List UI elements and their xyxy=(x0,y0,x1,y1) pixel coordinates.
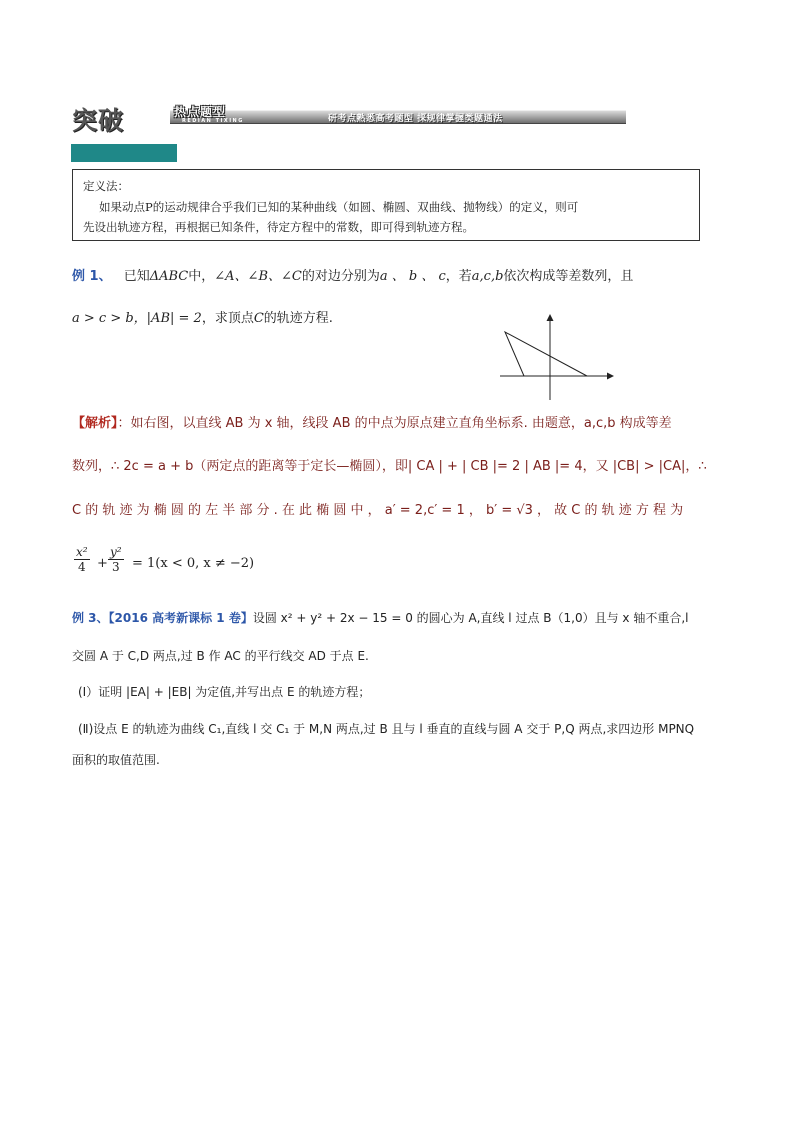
example3-part-1: (Ⅰ）证明 |EA| + |EB| 为定值,并写出点 E 的轨迹方程； xyxy=(78,685,371,699)
definition-line-1: 如果动点P的运动规律合乎我们已知的某种曲线（如圆、椭圆、双曲线、抛物线）的定义，则可 xyxy=(99,200,579,214)
fraction-y xyxy=(108,545,124,574)
math-c: C xyxy=(253,311,264,326)
example1-line-1 xyxy=(72,269,633,285)
banner-big-title: 突破 xyxy=(72,106,125,135)
text: 的轨迹方程. xyxy=(263,311,333,326)
solution-label: 【解析】 xyxy=(72,416,118,431)
fraction-x-numerator: x² xyxy=(76,545,88,559)
example3-label: 例 3、 xyxy=(72,611,109,625)
banner-title: 热点题型 xyxy=(174,105,227,119)
definition-title: 定义法： xyxy=(83,179,129,193)
solution-text-1: ：如右图，以直线 AB 为 x 轴，线段 AB 的中点为原点建立直角坐标系. 由题意，a,c,b 构成等差 xyxy=(117,416,672,431)
text: 依次构成等差数列，且 xyxy=(503,269,634,284)
definition-box xyxy=(72,169,700,241)
example3-line-2: 交圆 A 于 C,D 两点,过 B 作 AC 的平行线交 AD 于点 E. xyxy=(72,649,369,663)
text: 已知 xyxy=(123,269,150,284)
example3-part-3: 面积的取值范围. xyxy=(72,753,160,767)
text: 中， xyxy=(188,269,215,284)
text: ，求顶点 xyxy=(201,311,254,326)
text: 的对边分别为 xyxy=(301,269,380,284)
fraction-x xyxy=(74,545,90,574)
solution-text-2: 数列，∴ 2c = a + b（两定点的距离等于定长—椭圆），即| CA | + | CB |= 2 | AB |= 4，又 |CB| > |CA|，∴ xyxy=(72,459,707,474)
section-banner xyxy=(70,104,626,135)
banner-subtitle: REDIAN TIXING xyxy=(182,118,244,124)
math-angles: ∠A、∠B、∠C xyxy=(214,269,302,284)
example3-part-2: (Ⅱ)设点 E 的轨迹为曲线 C₁,直线 l 交 C₁ 于 M,N 两点,过 B 且与 l 垂直的直线与圆 A 交于 P,Q 两点,求四边形 MPNQ xyxy=(78,722,695,736)
section-marker-bar xyxy=(71,144,177,162)
solution-text-3: C 的 轨 迹 为 椭 圆 的 左 半 部 分 . 在 此 椭 圆 中 ， a′ = 2,c′ = 1 ， b′ = √3 ， 故 C 的 轨 迹 方 程 为 xyxy=(72,503,684,518)
triangle-shape xyxy=(505,332,587,376)
math-sides: a 、 b 、 c xyxy=(379,269,446,284)
example3-line-1 xyxy=(72,610,688,626)
fraction-y-numerator: y² xyxy=(110,545,122,559)
solution-line-2 xyxy=(72,459,707,475)
equation-tail: = 1(x < 0, x ≠ −2) xyxy=(132,556,255,571)
math-triangle: ΔABC xyxy=(149,269,189,284)
plus-sign: + xyxy=(97,556,108,571)
solution-line-3 xyxy=(72,503,683,519)
example3-text-1: 设圆 x² + y² + 2x − 15 = 0 的圆心为 A,直线 l 过点 B（1,0）且与 x 轴不重合,l xyxy=(252,611,689,625)
math-inequality: a > c > b xyxy=(72,311,134,326)
example1-line-2 xyxy=(72,311,333,327)
math-ab-length: ，|AB| = 2 xyxy=(133,311,202,326)
math-abc: a,c,b xyxy=(471,269,504,284)
banner-slogan: 研考点熟悉高考题型 探规律掌握类题通法 xyxy=(328,114,503,124)
example3-source: 【2016 高考新课标 1 卷】 xyxy=(108,611,253,625)
example1-label: 例 1、 xyxy=(72,269,112,284)
fraction-y-denominator: 3 xyxy=(111,560,120,574)
text: ，若 xyxy=(445,269,472,284)
fraction-x-denominator: 4 xyxy=(77,560,86,574)
definition-line-2: 先设出轨迹方程，再根据已知条件，待定方程中的常数，即可得到轨迹方程。 xyxy=(83,220,474,234)
triangle-figure xyxy=(500,312,618,402)
solution-line-1 xyxy=(72,416,672,432)
